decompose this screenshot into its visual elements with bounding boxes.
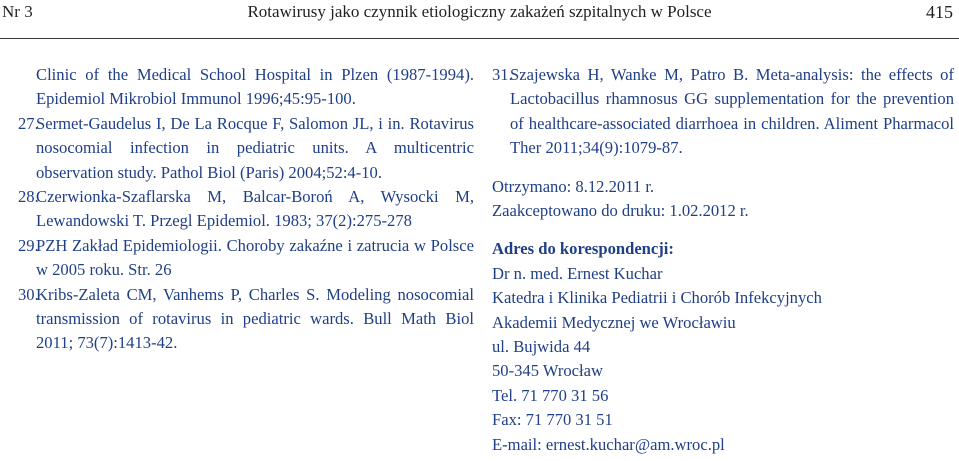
correspondence-institution: Akademii Medycznej we Wrocławiu bbox=[492, 312, 736, 332]
reference-31 bbox=[492, 63, 954, 161]
correspondence-phone: Tel. 71 770 31 56 bbox=[492, 385, 609, 405]
correspondence-city: 50-345 Wrocław bbox=[492, 361, 604, 381]
correspondence-name: Dr n. med. Ernest Kuchar bbox=[492, 263, 663, 283]
correspondence-heading: Adres do korespondencji: bbox=[492, 239, 674, 259]
reference-text: Sermet-Gaudelus I, De La Rocque F, Salomon JL, i in. Rotavirus nosocomial infection in pediatric units. A multicentric observation study. Pathol Biol (Paris) 2004;52:4-10. bbox=[36, 113, 474, 182]
page-number: 415 bbox=[926, 2, 953, 22]
reference-number: 31. bbox=[492, 65, 513, 84]
header-divider bbox=[0, 38, 959, 39]
reference-continuation-text: Clinic of the Medical School Hospital in Plzen (1987-1994). Epidemiol Mikrobiol Immunol 1996;45:95-100. bbox=[36, 65, 474, 109]
correspondence-fax: Fax: 71 770 31 51 bbox=[492, 410, 613, 430]
reference-number: 29. bbox=[18, 235, 39, 255]
reference-30 bbox=[18, 283, 474, 356]
reference-number: 27. bbox=[18, 113, 39, 133]
reference-28 bbox=[18, 185, 474, 234]
accepted-date: Zaakceptowano do druku: 1.02.2012 r. bbox=[492, 201, 749, 221]
reference-27 bbox=[18, 112, 474, 185]
right-column bbox=[492, 63, 954, 457]
page-header bbox=[0, 0, 959, 30]
reference-text: Szajewska H, Wanke M, Patro B. Meta-analysis: the effects of Lactobacillus rhamnosus GG supplementation for the prevention of healthcare-associated diarrhoea in children. Aliment Pharmacol Ther 2011;34(9):1079-87. bbox=[510, 65, 954, 158]
reference-continuation bbox=[18, 63, 474, 112]
reference-number: 28. bbox=[18, 187, 39, 207]
running-title: Rotawirusy jako czynnik etiologiczny zakażeń szpitalnych w Polsce bbox=[247, 2, 712, 21]
correspondence-email[interactable]: E-mail: ernest.kuchar@am.wroc.pl bbox=[492, 434, 725, 454]
left-column bbox=[18, 63, 474, 356]
reference-text: Czerwionka-Szaflarska M, Balcar-Boroń A, Wysocki M, Lewandowski T. Przegl Epidemiol. 1983; 37(2):275-278 bbox=[36, 187, 474, 231]
received-date: Otrzymano: 8.12.2011 r. bbox=[492, 176, 655, 196]
issue-number: Nr 3 bbox=[2, 2, 33, 21]
correspondence-street: ul. Bujwida 44 bbox=[492, 337, 591, 357]
correspondence-department: Katedra i Klinika Pediatrii i Chorób Infekcyjnych bbox=[492, 288, 822, 308]
reference-number: 30. bbox=[18, 284, 39, 304]
reference-text: Kribs-Zaleta CM, Vanhems P, Charles S. Modeling nosocomial transmission of rotavirus in pediatric wards. Bull Math Biol 2011; 73(7):1413-42. bbox=[36, 284, 474, 353]
reference-text: PZH Zakład Epidemiologii. Choroby zakaźne i zatrucia w Polsce w 2005 roku. Str. 26 bbox=[36, 235, 474, 280]
reference-29 bbox=[18, 234, 474, 283]
